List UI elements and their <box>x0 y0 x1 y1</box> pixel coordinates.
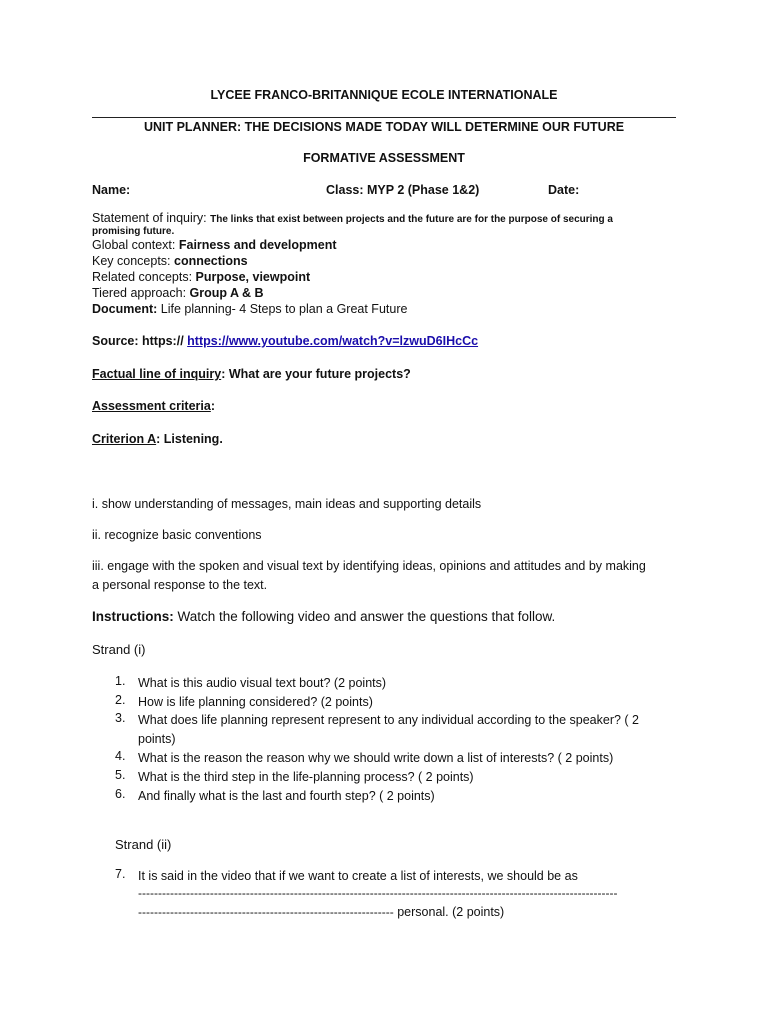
question-text-continued: points) <box>138 732 176 746</box>
question-text: What does life planning represent represent to any individual according to the speaker? ( 2 <box>138 713 639 727</box>
question-number: 5. <box>115 768 126 782</box>
source-line <box>92 334 478 348</box>
question-number: 6. <box>115 787 126 801</box>
tiered-value: Group A & B <box>189 286 264 300</box>
source-link[interactable]: https://www.youtube.com/watch?v=lzwuD6IHcCc <box>187 334 479 348</box>
key-value: connections <box>174 254 248 268</box>
source-label: Source: https:// <box>92 334 188 348</box>
tiered-label: Tiered approach: <box>92 286 190 300</box>
answer-blank-dashes: ---------------------------------------------------------------- <box>138 905 394 919</box>
date-label: Date: <box>548 183 580 197</box>
document-line <box>92 302 407 316</box>
instructions-text: Watch the following video and answer the questions that follow. <box>173 609 556 624</box>
question-text: How is life planning considered? (2 points) <box>138 695 373 709</box>
key-label: Key concepts: <box>92 254 174 268</box>
related-concepts <box>92 270 310 284</box>
objective-1: i. show understanding of messages, main ideas and supporting details <box>92 497 482 511</box>
criteria-colon: : <box>210 399 215 413</box>
inquiry-text: The links that exist between projects and the future are for the purpose of securing a <box>210 214 613 225</box>
question-number: 4. <box>115 749 126 763</box>
class-label: Class: MYP 2 (Phase 1&2) <box>326 183 480 197</box>
answer-tail: personal. (2 points) <box>393 905 505 919</box>
objective-2: ii. recognize basic conventions <box>92 528 262 542</box>
global-context <box>92 238 337 252</box>
question-text: What is this audio visual text bout? (2 points) <box>138 676 387 690</box>
inquiry-label: Statement of inquiry: <box>92 211 211 225</box>
question-text: And finally what is the last and fourth step? ( 2 points) <box>138 789 435 803</box>
related-label: Related concepts: <box>92 270 196 284</box>
question-number: 3. <box>115 711 126 725</box>
global-value: Fairness and development <box>178 238 337 252</box>
document-value: Life planning- 4 Steps to plan a Great Future <box>160 302 408 316</box>
factual-label: Factual line of inquiry <box>92 367 222 381</box>
criterion-a <box>92 432 223 446</box>
criterion-text: : Listening. <box>156 432 223 446</box>
question-text: What is the third step in the life-planning process? ( 2 points) <box>138 770 474 784</box>
document-label: Document: <box>92 302 161 316</box>
statement-of-inquiry <box>92 211 676 225</box>
key-concepts <box>92 254 248 268</box>
school-name: LYCEE FRANCO-BRITANNIQUE ECOLE INTERNATIONALE <box>210 88 558 102</box>
related-value: Purpose, viewpoint <box>195 270 311 284</box>
factual-text: : What are your future projects? <box>221 367 411 381</box>
answer-blank-line-2 <box>138 905 504 919</box>
strand-2-heading: Strand (ii) <box>115 837 172 852</box>
inquiry-text-continued: promising future. <box>92 226 175 237</box>
question-number: 7. <box>115 867 126 881</box>
instructions-label: Instructions: <box>92 609 174 624</box>
strand-1-heading: Strand (i) <box>92 642 146 657</box>
factual-line <box>92 367 411 381</box>
name-label: Name: <box>92 183 131 197</box>
instructions <box>92 609 555 624</box>
assessment-criteria <box>92 399 215 413</box>
global-label: Global context: <box>92 238 179 252</box>
unit-title: UNIT PLANNER: THE DECISIONS MADE TODAY WILL DETERMINE OUR FUTURE <box>143 120 625 134</box>
question-text: It is said in the video that if we want to create a list of interests, we should be as <box>138 869 578 883</box>
tiered-approach <box>92 286 264 300</box>
answer-blank-line-1: ------------------------------------------------------------------------------------------------------------------------ <box>138 886 618 900</box>
header-divider <box>92 117 676 118</box>
question-number: 1. <box>115 674 126 688</box>
objective-3-continued: a personal response to the text. <box>92 578 268 592</box>
criteria-label: Assessment criteria <box>92 399 211 413</box>
question-number: 2. <box>115 693 126 707</box>
assessment-title: FORMATIVE ASSESSMENT <box>303 151 465 165</box>
objective-3: iii. engage with the spoken and visual text by identifying ideas, opinions and attitudes and by making <box>92 559 646 573</box>
question-text: What is the reason the reason why we should write down a list of interests? ( 2 points) <box>138 751 614 765</box>
criterion-label: Criterion A <box>92 432 157 446</box>
